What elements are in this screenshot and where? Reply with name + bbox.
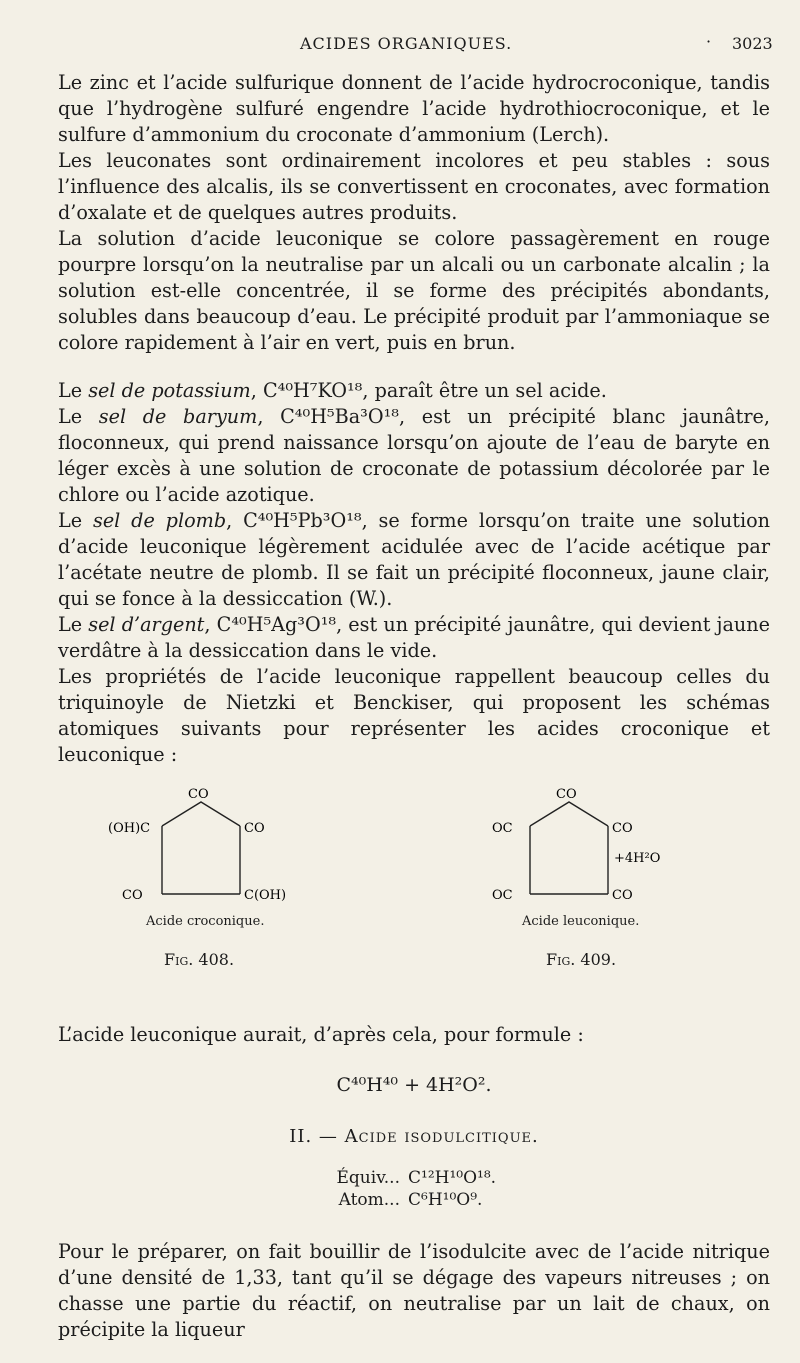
header-dot: · [706, 32, 712, 51]
fig408-top: CO [188, 787, 209, 802]
paragraph-formula-intro: L’acide leuconique aurait, d’après cela, pour formule : [58, 1023, 584, 1046]
equiv-label: Équiv... [336, 1168, 400, 1188]
equiv-row [304, 1167, 524, 1189]
fig408-caption: Acide croconique. [146, 914, 265, 929]
formula-lead: C⁴⁰H⁵Pb³O¹⁸ [243, 509, 362, 532]
fig409-right-upper: CO [612, 821, 633, 836]
leuconic-ring-diagram [478, 782, 738, 932]
term-lead: sel de plomb [92, 509, 227, 532]
paragraph-lead-salt: Le sel de plomb, C⁴⁰H⁵Pb³O¹⁸, se forme lorsqu’on traite une solution d’acide leuconique légèrement acidulée avec de l’acide acétique par l’acétate neutre de plomb. Il se fait un précipité floconneux, jaune clair, qui se fonce à la dessiccation (W.). [58, 509, 771, 610]
figure-408 [98, 782, 358, 969]
atom-label: Atom... [338, 1190, 400, 1210]
croconic-ring-diagram [98, 782, 358, 932]
paragraph-silver-salt: Le sel d’argent, C⁴⁰H⁵Ag³O¹⁸, est un précipité jaunâtre, qui devient jaune verdâtre à la dessiccation dans le vide. [58, 613, 771, 662]
fig408-left-upper: (OH)C [108, 821, 151, 836]
page-number: 3023 [732, 34, 773, 53]
formula-silver: C⁴⁰H⁵Ag³O¹⁸ [216, 613, 337, 636]
fig409-number: Fig. 409. [546, 950, 617, 969]
section-heading: II. — Acide isodulcitique. [289, 1126, 539, 1147]
figure-409 [478, 782, 738, 969]
fig409-left-lower: OC [492, 888, 513, 903]
equiv-value: C¹²H¹⁰O¹⁸. [408, 1168, 497, 1188]
paragraph-preparation: Pour le préparer, on fait bouillir de l’isodulcite avec de l’acide nitrique d’une densité de 1,33, tant qu’il se dégage des vapeurs nitreuses ; on chasse une partie du réactif, on neutralise par un lait de chaux, on précipite la liqueur [58, 1240, 770, 1341]
fig409-water: +4H²O [614, 851, 661, 866]
fig409-caption: Acide leuconique. [522, 914, 640, 929]
paragraph-zinc: Le zinc et l’acide sulfurique donnent de l’acide hydrocroconique, tandis que l’hydrogène sulfuré engendre l’acide hydrothiocroconique, et le sulfure d’ammonium du croconate d’ammonium (Lerch). [58, 71, 770, 146]
fig409-right-lower: CO [612, 888, 633, 903]
paragraph-potassium-salt: Le sel de potassium, C⁴⁰H⁷KO¹⁸, paraît être un sel acide. [58, 379, 607, 402]
paragraph-leuconates: Les leuconates sont ordinairement incolores et peu stables : sous l’influence des alcalis, ils se convertissent en croconates, avec formation d’oxalate et de quelques autres produits. [58, 149, 770, 224]
figures-row [58, 782, 770, 1022]
atom-row [304, 1189, 524, 1211]
fig409-left-upper: OC [492, 821, 513, 836]
text-body [58, 70, 770, 1343]
fig408-left-lower: CO [122, 888, 143, 903]
formula-barium: C⁴⁰H⁵Ba³O¹⁸ [280, 405, 399, 428]
running-header [0, 34, 800, 60]
paragraph-barium-salt: Le sel de baryum, C⁴⁰H⁵Ba³O¹⁸, est un précipité blanc jaunâtre, floconneux, qui prend naissance lorsqu’on ajoute de l’eau de baryte en léger excès à une solution de croconate de potassium décolorée par le chlore ou l’acide azotique. [58, 405, 771, 506]
header-title: ACIDES ORGANIQUES. [300, 34, 513, 53]
fig408-number: Fig. 408. [164, 950, 235, 969]
equivalence-block [304, 1167, 524, 1211]
term-potassium: sel de potassium [88, 379, 251, 402]
paragraph-solution: La solution d’acide leuconique se colore passagèrement en rouge pourpre lorsqu’on la neutralise par un alcali ou un carbonate alcalin ; la solution est-elle concentrée, il se forme des précipités abondants, solubles dans beaucoup d’eau. Le précipité produit par l’ammoniaque se colore rapidement à l’air en vert, puis en brun. [58, 227, 770, 354]
term-silver: sel d’argent [88, 613, 205, 636]
fig408-right-upper: CO [244, 821, 265, 836]
formula-potassium: C⁴⁰H⁷KO¹⁸ [262, 379, 363, 402]
atom-value: C⁶H¹⁰O⁹. [408, 1190, 483, 1210]
fig409-top: CO [556, 787, 577, 802]
term-barium: sel de baryum [98, 405, 258, 428]
paragraph-properties: Les propriétés de l’acide leuconique rappellent beaucoup celles du triquinoyle de Nietzki et Benckiser, qui proposent les schémas atomiques suivants pour représenter les acides croconique et leuconique : [58, 665, 770, 766]
leuconic-formula: C⁴⁰H⁴⁰ + 4H²O². [336, 1074, 492, 1096]
fig408-right-lower: C(OH) [244, 888, 287, 903]
